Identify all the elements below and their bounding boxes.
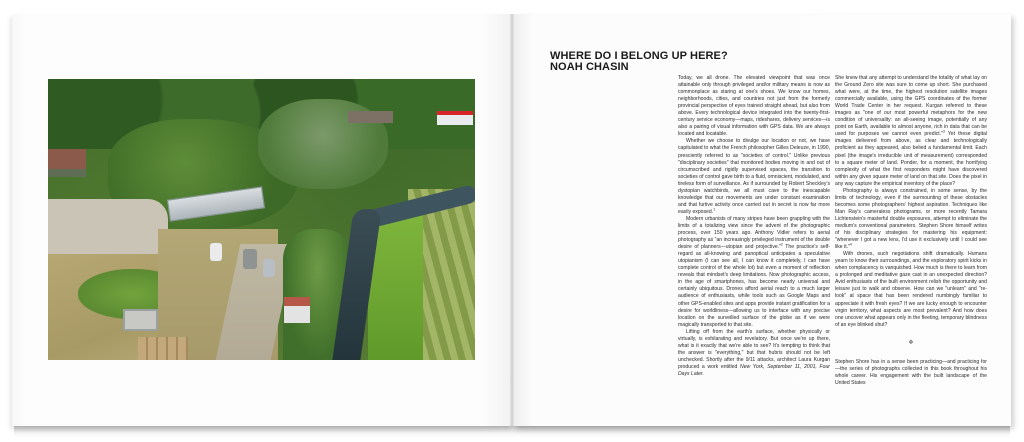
house [48,149,86,177]
footnote-ref: 2 [780,242,783,247]
paragraph [835,359,987,387]
vehicle [243,249,257,269]
paragraph [835,188,987,251]
paragraph-text: With drones, such negotiations shift dramatically. Humans yearn to know their surroundings, and the exploratory spirit kicks in when complacency is vanquished. How much is there to learn from a prolonged and meditative gaze cast in an unexpected direction? Avid enthusiasts of the built environment relish the opportunity and leisure just to walk and observe. How can we "unlearn" and "re-look" at space that has been rendered numbingly familiar to appreciate it with fresh eyes? If we are lucky enough to encounter virgin territory, what aspects are most prevalent? And how does one uncover what appears only in the fleeting, temporary blindness of an eye blinked shut? [835,251,987,328]
paragraph [835,251,987,329]
paragraph [678,329,830,378]
paragraph-text: Modern urbanists of many stripes have been grappling with the limits of a totalizing view since the advent of the photographic process, over 150 years ago. Anthony Vidler refers to aerial photography as "an increasingly privileged instrument of the double desire of planners—utopian and projective." [678,215,830,251]
debris [123,309,158,331]
paragraph-text: She knew that any attempt to understand the totality of what lay on the Ground Zero site was sure to come up short. She purchased what were, at the time, the highest resolution satellite images commercially available, using the GPS coordinates of the former World Trade Center in her request. Kurgan referred to these images as "one of our most powerful metaphors for the new condition of universality: an all-seeing image, potentially of any point on Earth, available to almost anyone, rich in data that can be used for purposes we cannot even predict." [835,75,987,138]
paragraph-text: Photography is always constrained, in some sense, by the limits of technology, even if the surmounting of these obstacles becomes some photographers' highest aspiration. Techniques like Man Ray's cameraless photograms, or more recently Tamara Lichtenstein's masterful double exposures, attempt to eliminate the medium's conventional parameters. Stephen Shore himself writes of his disciplinary strategies for mastering his equipment: "whenever I got a new lens, I'd use it exclusively until I could see like it." [835,187,987,251]
paragraph [678,216,830,329]
pallets [138,337,188,360]
paragraph-text: Lifting off from the earth's surface, whether physically or virtually, is exhilarating and revelatory. But once we're up there, what is it exactly that we're able to see? It's tempting to think that the answer is "everything," but that hubris should not be left unchecked. Shortly after the 9/11 attacks, architect Laura Kurgan produced a work entitled [678,328,830,370]
house [348,111,393,123]
essay-title-heading: WHERE DO I BELONG UP HERE? [550,50,728,62]
essay-title [550,51,728,73]
vehicle [210,243,222,261]
artwork-title: New York, September 11, 2001, Four Days Later. [678,363,830,377]
aerial-photograph [48,79,475,360]
paragraph-text: Whether we choose to divulge our location or not, we have capitulated to what the French philosopher Gilles Deleuze, in 1990, presciently referred to as "societies of control." Unlike previous "disciplinary societies" that monitored bodies moving in and out of circumscribed and rigidly supervised spaces, the transition to societies of control gave birth to a fluid, omniscient, modulated, and tireless form of surveillance. As if surrounded by Robert Sheckley's dystopian watchbirds, we all must cave to the inescapable knowledge that our movements are under constant examination and that furtive activity once carried out in secret is now far more easily exposed. [678,138,830,215]
footnote-ref: 4 [849,242,852,247]
shed [284,297,310,323]
footnote-ref: 1 [713,207,716,212]
paragraph [678,138,830,216]
text-column-1 [678,75,830,378]
paragraph-text: Yet these digital images delivered from above, as clear and technologically proficient as they appeared, also belied a fundamental limit. Each pixel (the image's irreducible unit of measurement) corresponded to a square meter of land. Ponder, for a moment, the horrifying complexity of what the first responders might have discovered within any given square meter of land on that site. Does the pixel in any way capture the empirical inventory of the place? [835,131,987,187]
essay-author: NOAH CHASIN [550,61,629,73]
paragraph [835,75,987,188]
house-red-roof [437,111,473,125]
paragraph-text: Today, we all drone. The elevated viewpoint that was once attainable only through privileged and/or military means is now as commonplace as staring at one's shoes. We know our homes, neighborhoods, cities, and countries not just from the formerly provincial perspective of eyes trained straight ahead, but also from above. Every technological device integrated into the twenty-first-century service economy—maps, rideshares, delivery services—is also a pairing of visual information with GPS data. We are always located and locatable. [678,75,830,138]
vehicle [263,259,275,277]
paragraph [678,75,830,138]
book-gutter [510,14,514,426]
section-break-ornament-icon: ❖ [908,339,914,346]
book-shadow [14,424,1010,438]
footnote-ref: 3 [942,129,945,134]
gravel-lot [48,199,168,259]
paragraph-text: The practice's self-regard as all-knowing and panoptical anticipates a speculative utopianism (I can see all, I can know it completely, I can have complete control of the whole lot) but even a moment of reflection reveals that mindset's deep limitations. Now photographic access, in the age of smartphones, has become nearly universal and certainly ubiquitous. Drones afford aerial reach to a much larger audience of enthusiasts, while tools such as Google Maps and other GPS-enabled sites and apps provide instant gratification for a desire for worldliness—allowing us to interface with any precise location on the surveilled surface of the globe as if we were magically transported to that site. [678,244,830,328]
text-column-2 [835,75,987,387]
paragraph-text: Stephen Shore has in a sense been practicing—and practicing for—the series of photographs collected in this book throughout his whole career. His engagement with the built landscape of the United States [835,358,987,386]
